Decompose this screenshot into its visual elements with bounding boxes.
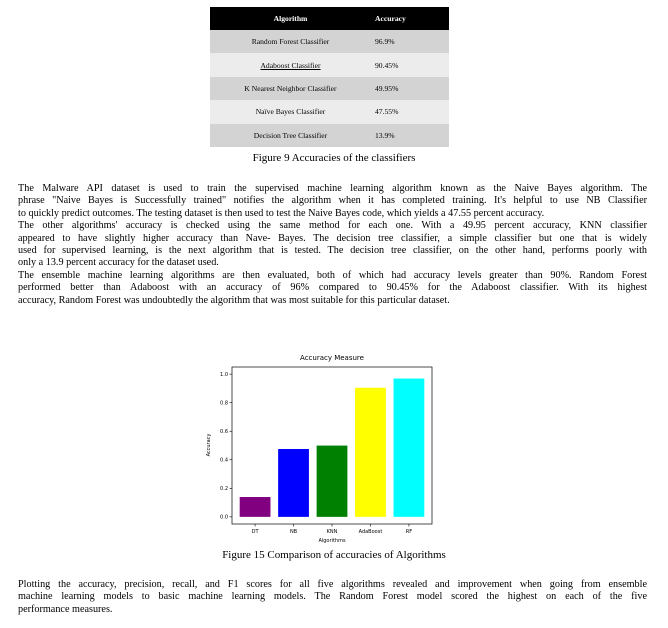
table-row (210, 53, 449, 76)
x-tick-label: RF (405, 529, 413, 535)
paragraph-line: to quickly predict outcomes. The testing dataset is then used to test the Naive Bayes code, which yields a 47.55 percent accuracy. (18, 207, 545, 219)
figure-15-caption: Figure 15 Comparison of accuracies of Algorithms (222, 549, 446, 561)
x-tick-label: AdaBoost (358, 529, 383, 535)
y-tick-label: 0.6 (220, 429, 228, 436)
accuracy-cell: 47.55% (371, 100, 449, 123)
algorithm-cell: Random Forest Classifier (210, 30, 371, 53)
bar-dt (240, 497, 271, 517)
paragraph-line: performance measures. (18, 603, 113, 615)
paragraph-line: machine learning models to basic machine learning models. The Random Forest model scored the highest on each of the five (18, 591, 647, 603)
accuracy-table (210, 7, 449, 147)
bar-group (240, 379, 425, 517)
paragraph-line: Plotting the accuracy, precision, recall, and F1 scores for all five algorithms revealed and improvement when going from ensemble (18, 579, 647, 590)
accuracy-cell: 96.9% (371, 30, 449, 53)
paragraph-line: performed better than Adaboost with an accuracy of 96% compared to 90.45% for the Adaboost classifier. With its highest (18, 282, 647, 294)
y-tick-label: 0.4 (220, 457, 228, 464)
paragraph-line: The ensemble machine learning algorithms are then evaluated, both of which had accuracy levels greater than 90%. Random Forest (18, 269, 647, 281)
x-axis-label: Algorithms (318, 538, 346, 544)
bar-knn (317, 446, 348, 517)
paragraph-line: accuracy, Random Forest was undoubtedly the algorithm that was most suitable for this particular dataset. (18, 294, 450, 306)
y-tick-label: 0.2 (220, 486, 228, 493)
body-paragraph-1 (18, 183, 647, 307)
table-row (210, 100, 449, 123)
table-row (210, 124, 449, 147)
accuracy-cell: 49.95% (371, 77, 449, 100)
body-paragraph-2 (18, 579, 647, 616)
figure-9-caption: Figure 9 Accuracies of the classifiers (252, 152, 416, 164)
accuracy-cell: 13.9% (371, 124, 449, 147)
y-tick-label: 0.0 (220, 514, 228, 521)
y-tick-label: 0.8 (220, 400, 228, 407)
x-tick-label: DT (251, 529, 259, 535)
algorithm-cell: Decision Tree Classifier (210, 124, 371, 147)
algorithm-cell: Adaboost Classifier (260, 60, 321, 70)
accuracy-cell: 90.45% (371, 53, 449, 76)
paragraph-line: The other algorithms' accuracy is checked using the same method for each one. With a 49.95 percent accuracy, KNN classifier (18, 220, 647, 232)
table-row (210, 77, 449, 100)
paragraph-line: appeared to have slightly higher accuracy than Nave- Bayes. The decision tree classifier, a simple classifier but one that is widely (18, 232, 647, 244)
algorithm-cell: K Nearest Neighbor Classifier (210, 77, 371, 100)
table-header-row (210, 7, 449, 30)
chart-title: Accuracy Measure (300, 354, 364, 362)
paragraph-line: The Malware API dataset is used to train the supervised machine learning algorithm known as the Naive Bayes algorithm. The (18, 183, 647, 194)
y-axis-ticks (220, 372, 232, 521)
paragraph-line: used for supervised learning, is the next algorithm that is tested. The decision tree classifier, on the other hand, performs poorly with (18, 245, 647, 257)
header-accuracy: Accuracy (371, 7, 449, 30)
header-algorithm: Algorithm (210, 7, 371, 30)
x-tick-label: KNN (326, 529, 338, 535)
bar-nb (278, 449, 309, 517)
x-axis-ticks (252, 524, 413, 535)
x-tick-label: NB (289, 529, 298, 535)
y-tick-label: 1.0 (220, 371, 228, 378)
paragraph-line: only a 13.9 percent accuracy for the dataset used. (18, 257, 219, 269)
bar-adaboost (355, 388, 386, 517)
paragraph-line: phrase "Naive Bayes is Successfully trained" notifies the algorithm when it has completed training. It's helpful to use NB Classifier (18, 195, 647, 207)
bar-rf (394, 379, 425, 517)
accuracy-bar-chart (196, 348, 444, 546)
algorithm-cell: Naïve Bayes Classifier (210, 100, 371, 123)
table-row (210, 30, 449, 53)
y-axis-label: Accuracy (206, 433, 212, 457)
